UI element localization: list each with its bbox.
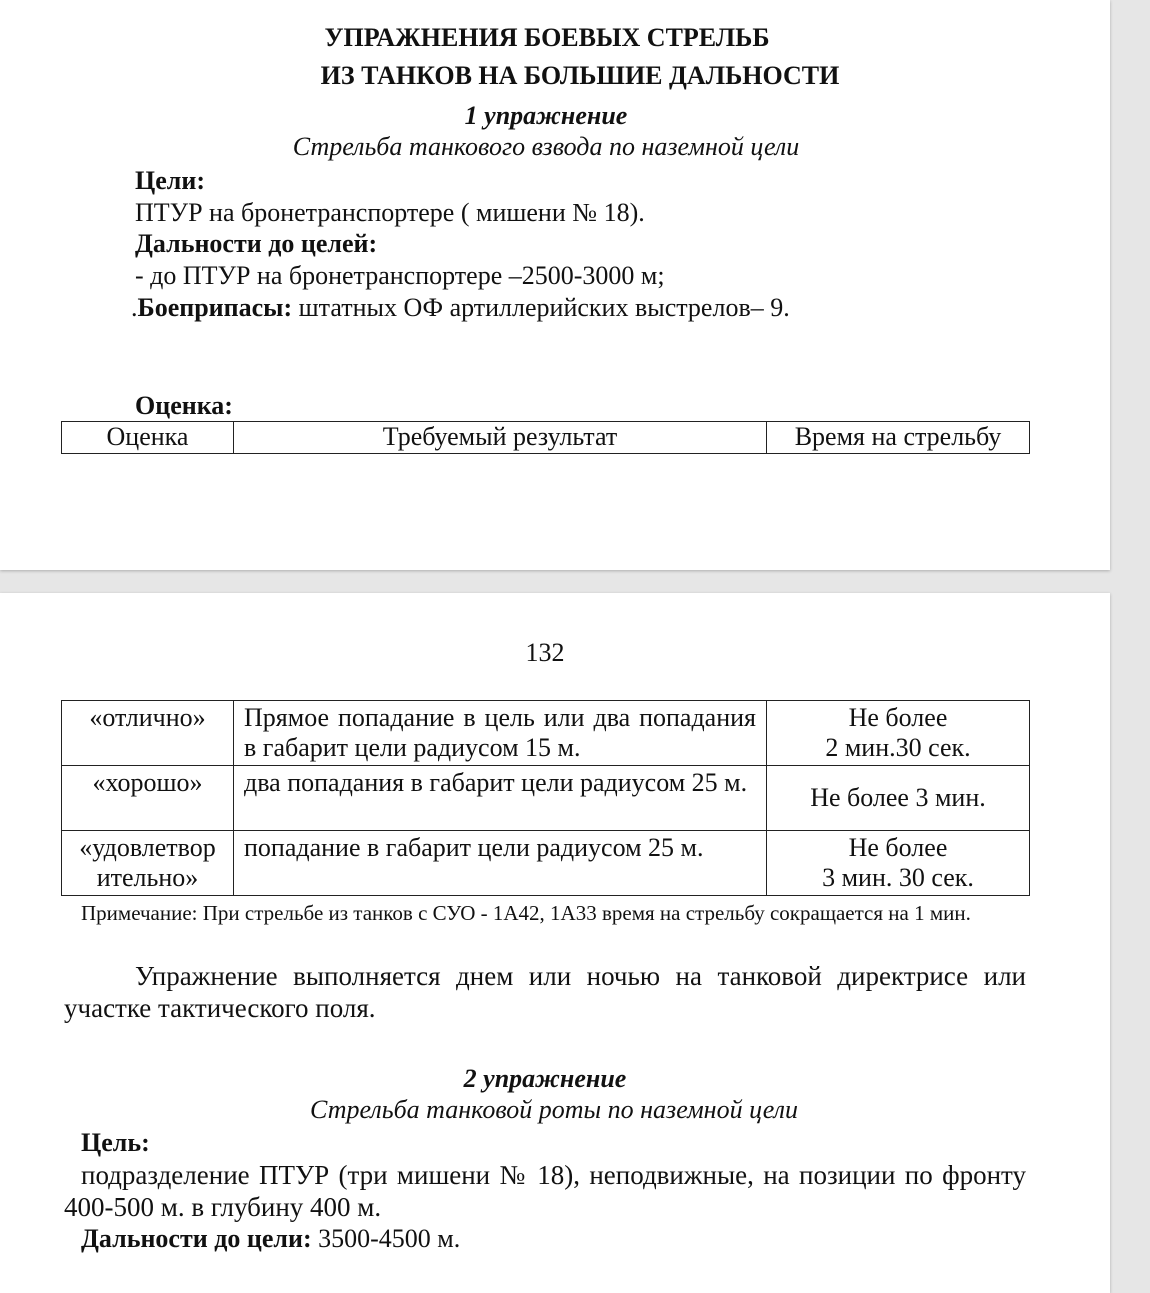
exercise-2-subtitle: Стрельба танковой роты по наземной цели (310, 1095, 798, 1124)
document-page-1 (0, 0, 1110, 570)
result-cell: два попадания в габарит цели радиусом 25 м. (234, 766, 767, 831)
grading-table (61, 700, 1030, 896)
grade-cell (62, 831, 234, 896)
grade-line-2: ительно» (96, 863, 199, 892)
range-text: 3500-4500 м. (311, 1224, 461, 1253)
ranges-label: Дальности до целей: (135, 229, 378, 258)
table-row (62, 766, 1030, 831)
result-cell: Прямое попадание в цель или два попадания в габарит цели радиусом 15 м. (234, 701, 767, 766)
time-cell: Не более 3 мин. (767, 766, 1030, 831)
exercise-1-heading: 1 упражнение (464, 101, 628, 130)
header-result: Требуемый результат (234, 422, 767, 454)
ammo-text: штатных ОФ артиллерийских выстрелов– 9. (292, 293, 790, 322)
range-line (81, 1223, 460, 1255)
ammo-label: Боеприпасы: (137, 293, 293, 322)
target-label: Цель: (81, 1128, 150, 1157)
exercise-2-heading: 2 упражнение (463, 1064, 627, 1093)
time-line-1: Не более (848, 833, 948, 862)
header-time: Время на стрельбу (767, 422, 1030, 454)
time-cell (767, 701, 1030, 766)
grade-line-1: «удовлетвор (79, 833, 216, 862)
table-row (62, 701, 1030, 766)
ammo-prefix: . (131, 293, 138, 322)
time-line-2: 2 мин.30 сек. (825, 733, 971, 762)
grading-label: Оценка: (135, 391, 233, 420)
document-page-2 (0, 593, 1110, 1293)
result-cell: попадание в габарит цели радиусом 25 м. (234, 831, 767, 896)
range-label: Дальности до цели: (81, 1224, 312, 1253)
exercise-1-subtitle: Стрельба танкового взвода по наземной цели (292, 132, 800, 161)
table-row (62, 831, 1030, 896)
targets-label: Цели: (135, 166, 205, 195)
time-line-2: 3 мин. 30 сек. (822, 863, 974, 892)
header-grade: Оценка (62, 422, 234, 454)
exercise-description: Упражнение выполняется днем или ночью на танковой директрисе или участке тактического поля. (64, 961, 1026, 1023)
time-cell (767, 831, 1030, 896)
page-number: 132 (525, 638, 565, 667)
title-line-2: ИЗ ТАНКОВ НА БОЛЬШИЕ ДАЛЬНОСТИ (320, 61, 840, 90)
time-line-1: Не более (848, 703, 948, 732)
grade-cell: «отлично» (62, 701, 234, 766)
grade-cell: «хорошо» (62, 766, 234, 831)
ammo-line (131, 292, 790, 324)
targets-text: ПТУР на бронетранспортере ( мишени № 18). (135, 198, 645, 227)
grading-table-header (61, 421, 1030, 454)
title-line-1: УПРАЖНЕНИЯ БОЕВЫХ СТРЕЛЬБ (324, 23, 770, 52)
table-note: Примечание: При стрельбе из танков с СУО - 1А42, 1А33 время на стрельбу сокращается на 1 мин. (81, 901, 971, 925)
ranges-text: - до ПТУР на бронетранспортере –2500-3000 м; (135, 261, 665, 290)
target-text: подразделение ПТУР (три мишени № 18), неподвижные, на позиции по фронту 400-500 м. в глубину 400 м. (64, 1160, 1026, 1222)
